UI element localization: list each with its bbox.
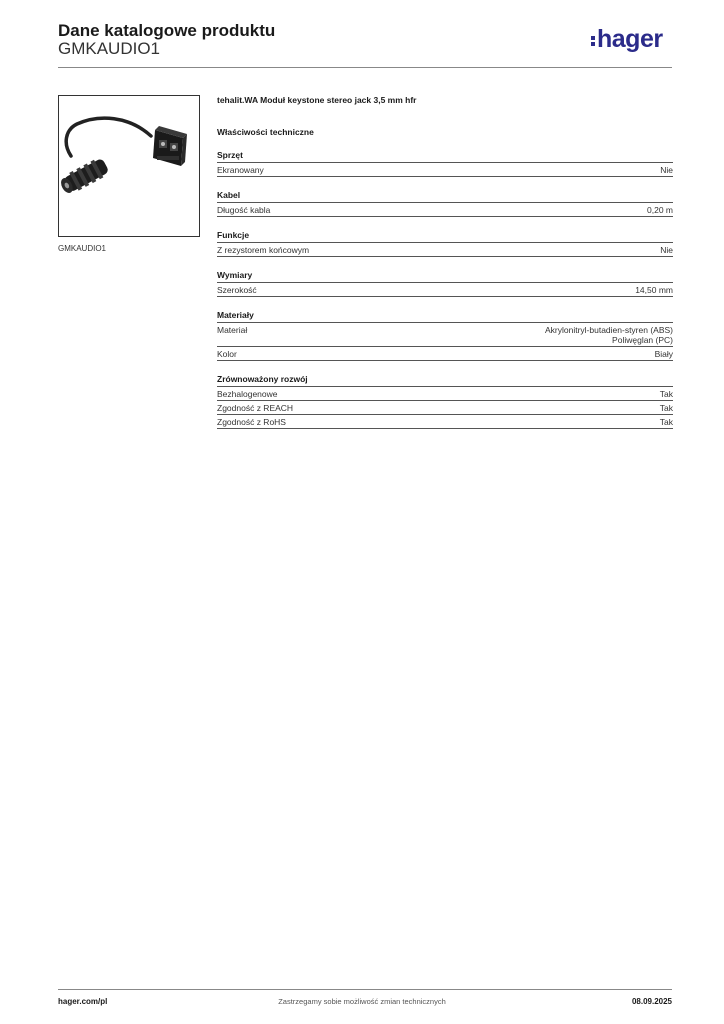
- footer-date: 08.09.2025: [631, 997, 672, 1006]
- row-value: Nie: [660, 165, 673, 175]
- keystone-jack-cable-photo-icon: [59, 96, 199, 236]
- table-row: [217, 414, 673, 429]
- section-zrownowazony-rozwoj: [217, 374, 673, 429]
- row-value: 0,20 m: [647, 205, 673, 215]
- row-value: 14,50 mm: [635, 285, 673, 295]
- table-row: [217, 242, 673, 257]
- row-label: Bezhalogenowe: [217, 389, 278, 399]
- section-funkcje: [217, 230, 673, 257]
- product-details: [217, 95, 673, 429]
- section-materialy: [217, 310, 673, 361]
- section-sprzet: [217, 150, 673, 177]
- row-label: Długość kabla: [217, 205, 271, 215]
- footer-disclaimer: Zastrzegamy sobie możliwość zmian technicznych: [278, 997, 446, 1006]
- section-title: Materiały: [217, 310, 254, 320]
- table-row: [217, 322, 673, 346]
- row-value: Nie: [660, 245, 673, 255]
- page-title: Dane katalogowe produktu: [58, 21, 276, 40]
- section-kabel: [217, 190, 673, 217]
- product-name: tehalit.WA Moduł keystone stereo jack 3,5 mm hfr: [217, 95, 417, 105]
- product-code-heading: GMKAUDIO1: [58, 39, 161, 58]
- row-label: Zgodność z REACH: [217, 403, 294, 413]
- section-title: Funkcje: [217, 230, 250, 240]
- product-photo: [58, 95, 200, 237]
- row-label: Szerokość: [217, 285, 257, 295]
- row-value: Tak: [659, 403, 673, 413]
- row-value: Biały: [654, 349, 673, 359]
- row-value-line: Akrylonitryl-butadien-styren (ABS): [544, 325, 673, 335]
- row-label: Zgodność z RoHS: [217, 417, 286, 427]
- row-value: Tak: [659, 389, 673, 399]
- table-row: [217, 386, 673, 400]
- table-row: [217, 400, 673, 414]
- logo-text: hager: [597, 25, 663, 53]
- section-title: Zrównoważony rozwój: [217, 374, 308, 384]
- row-value-line: Poliwęglan (PC): [612, 335, 673, 345]
- table-row: [217, 202, 673, 217]
- row-value: [545, 325, 673, 345]
- footer-website-link[interactable]: hager.com/pl: [58, 997, 108, 1006]
- photo-caption: GMKAUDIO1: [58, 244, 107, 253]
- properties-title: Właściwości techniczne: [217, 127, 314, 137]
- section-title: Sprzęt: [217, 150, 243, 160]
- table-row: [217, 346, 673, 361]
- row-label: Ekranowany: [217, 165, 264, 175]
- hager-logo: [591, 26, 663, 56]
- footer-divider: [58, 989, 672, 990]
- logo-dots-icon: [591, 35, 595, 47]
- row-value: Tak: [659, 417, 673, 427]
- header-divider: [58, 67, 672, 68]
- section-title: Kabel: [217, 190, 241, 200]
- section-title: Wymiary: [217, 270, 253, 280]
- table-row: [217, 162, 673, 177]
- section-wymiary: [217, 270, 673, 297]
- row-label: Kolor: [217, 349, 237, 359]
- row-label: Materiał: [217, 325, 248, 335]
- table-row: [217, 282, 673, 297]
- row-label: Z rezystorem końcowym: [217, 245, 310, 255]
